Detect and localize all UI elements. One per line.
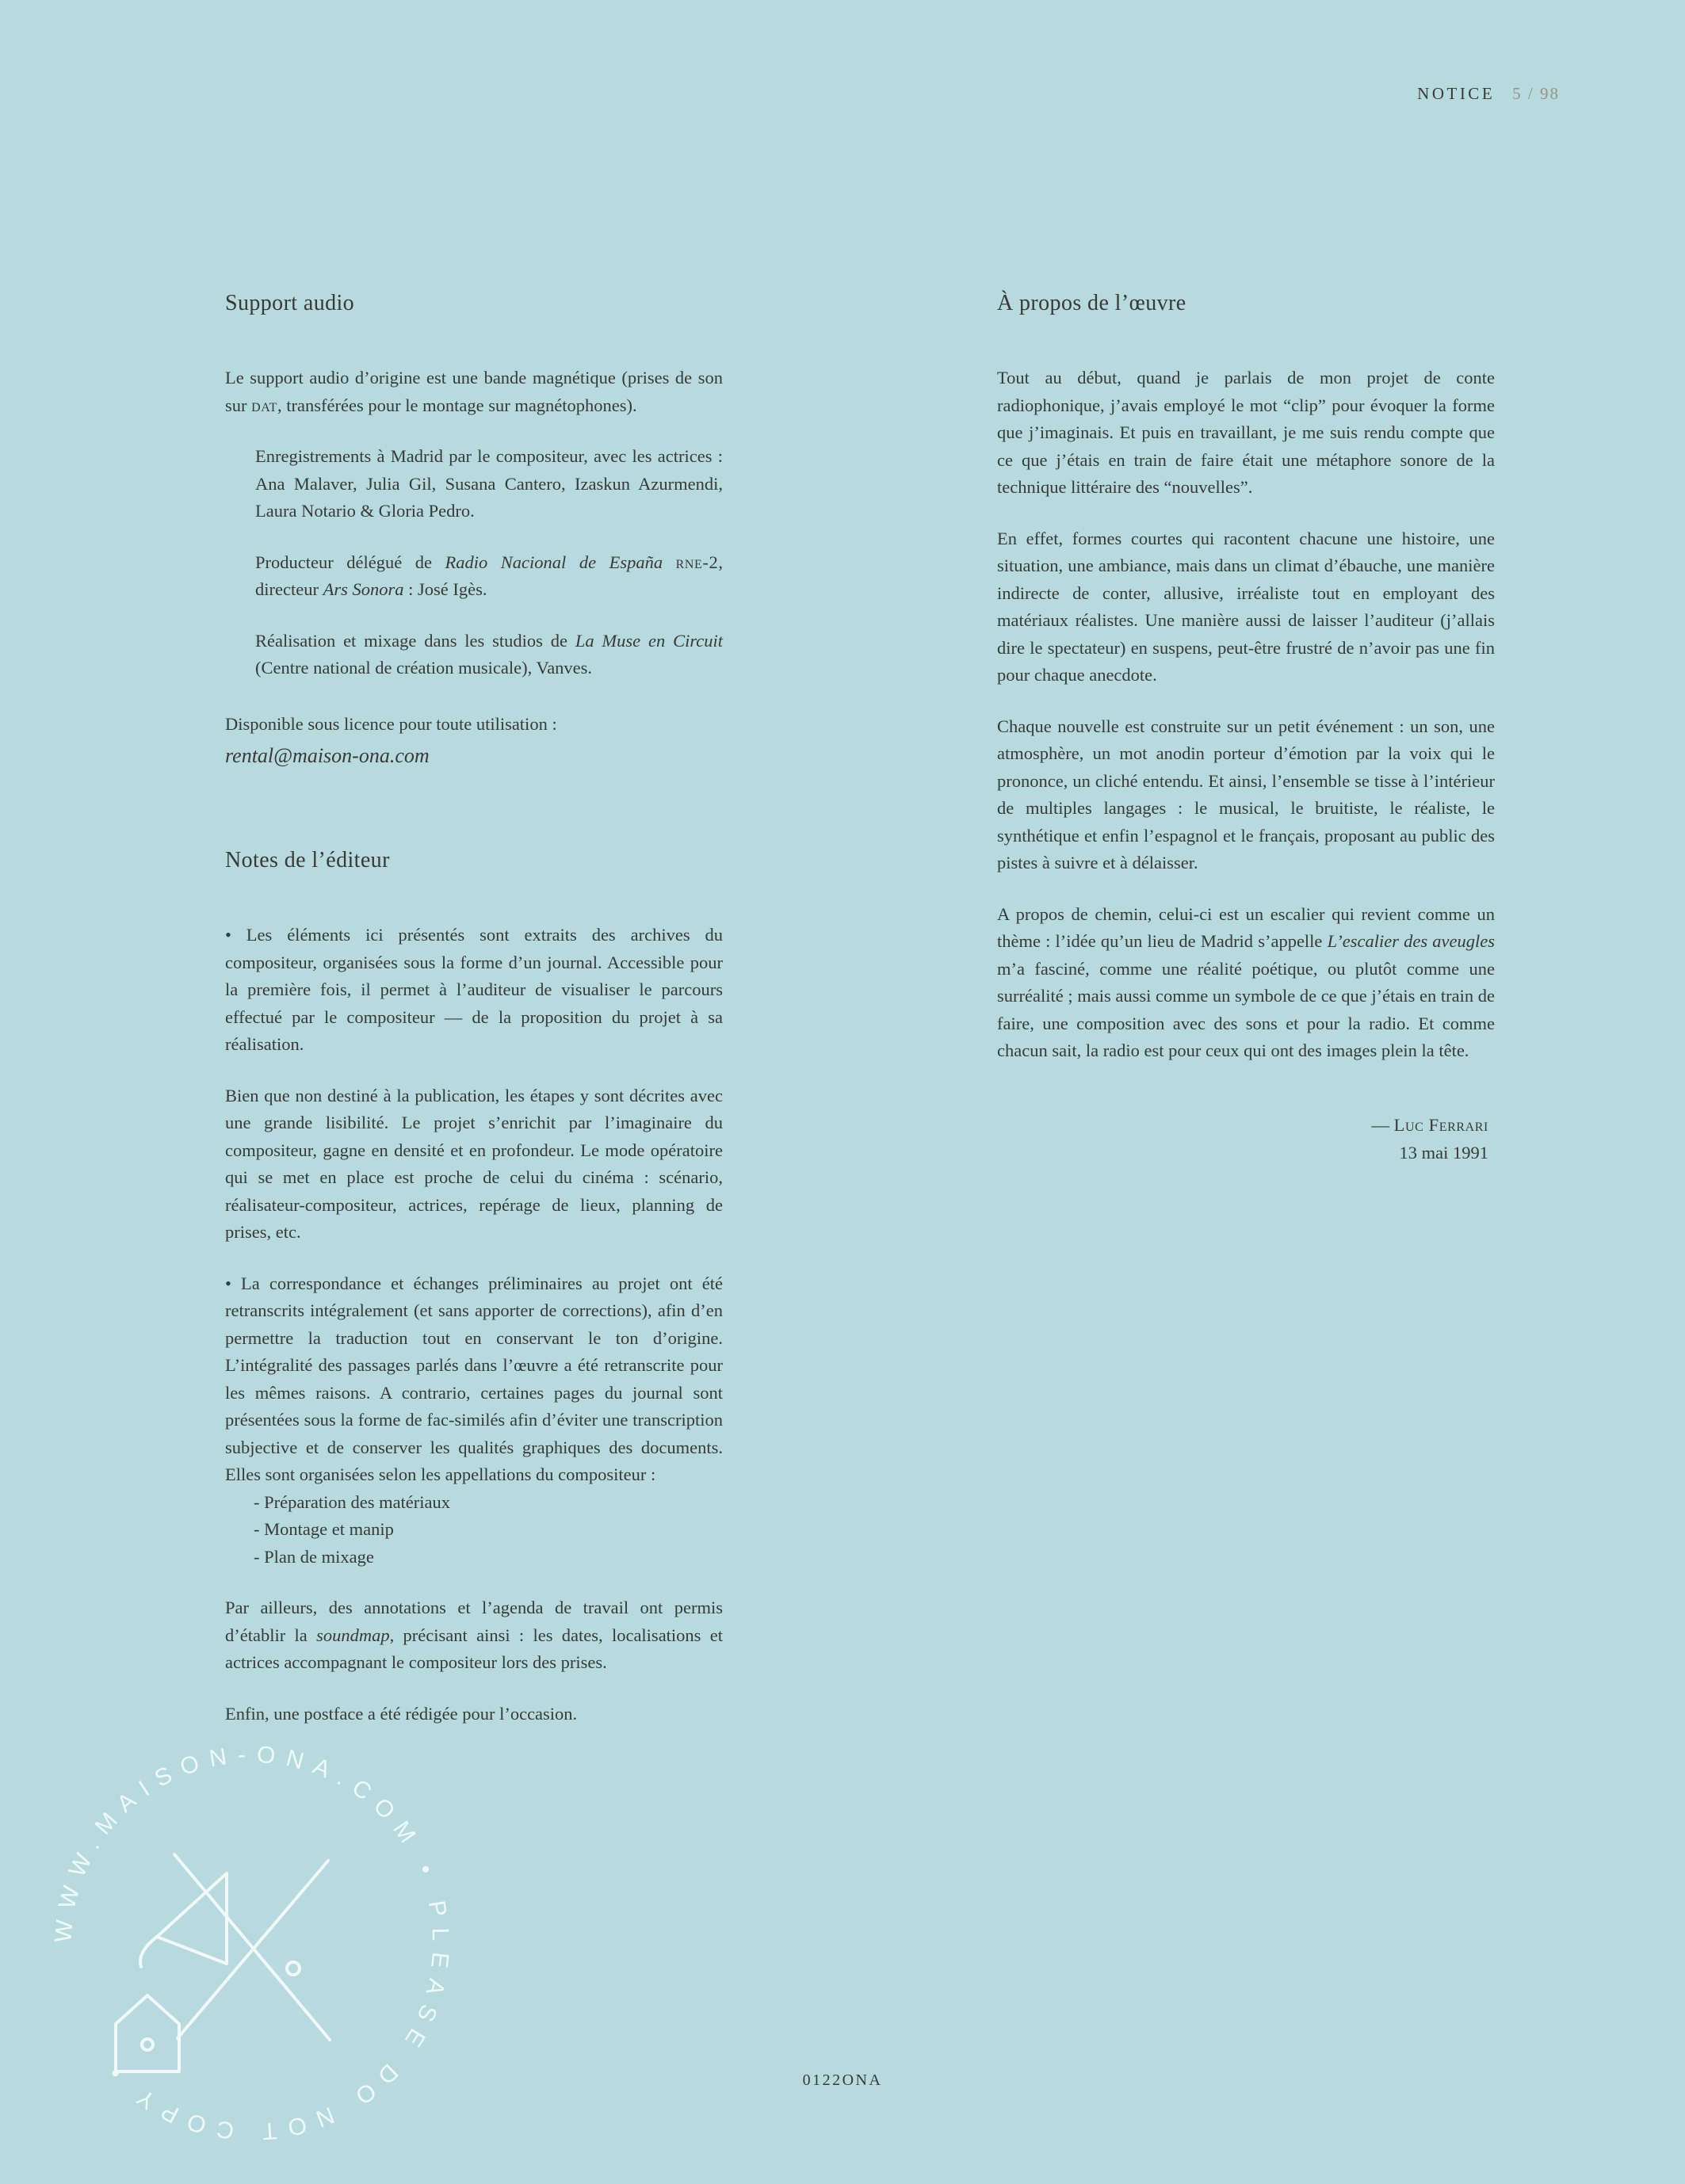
paragraph-editor-1: • Les éléments ici présentés sont extraits des archives du compositeur, organisées sous la forme d’un journal. Accessible pour la première fois, il permet à l’auditeur de visualiser le parcours effectué par le compositeur — de la proposition du projet à sa réalisation. (225, 925, 723, 1054)
list-item: - Préparation des matériaux (254, 1491, 451, 1512)
paragraph-license: Disponible sous licence pour toute utilisation : (225, 713, 557, 734)
paragraph-about-3: Chaque nouvelle est construite sur un petit événement : un son, une atmosphère, un mot anodin porteur d’émotion par la voix qui le prononce, un cliché entendu. Et ainsi, l’ensemble se tisse à l’intérieur de multiples langages : le musical, le bruitiste, le réaliste, le synthétique et enfin l’espagnol et le français, proposant au public des pistes à suivre et à délaisser. (997, 716, 1495, 872)
paragraph-about-1: Tout au début, quand je parlais de mon projet de conte radiophonique, j’avais employé le mot “clip” pour évoquer la forme que j’imaginais. Et puis en travaillant, je me suis rendu compte que ce que j’étais en train de faire était une métaphore sonore de la technique littéraire des “nouvelles”. (997, 368, 1495, 497)
header-page-number: 5 / 98 (1512, 84, 1560, 103)
paragraph-editor-2: Bien que non destiné à la publication, les étapes y sont décrites avec une grande lisibilité. Le projet s’enrichit par l’imaginaire du compositeur, gagne en densité et en profondeur. Le mode opératoire qui se met en place est proche de celui du cinéma : scénario, réalisateur-compositeur, actrices, repérage de lieux, planning de prises, etc. (225, 1085, 723, 1242)
paragraph-credits-studio: Réalisation et mixage dans les studios de La Muse en Circuit (Centre national de création musicale), Vanves. (255, 630, 724, 678)
editor-appellations-list (225, 1489, 723, 1571)
watermark-ring-text: WWW.MAISON-ONA.COM • PLEASE DO NOT COPY • (50, 1741, 454, 2145)
paragraph-editor-4: Par ailleurs, des annotations et l’agenda de travail ont permis d’établir la soundmap, précisant ainsi : les dates, localisations et actrices accompagnant le compositeur lors des prises. (225, 1598, 723, 1672)
heading-editor-notes: Notes de l’éditeur (225, 848, 390, 872)
left-column (225, 290, 723, 1751)
signature-author: — Luc Ferrari (1371, 1114, 1488, 1135)
heading-about-work: À propos de l’œuvre (997, 291, 1186, 315)
license-email-link[interactable]: rental@maison-ona.com (225, 744, 430, 767)
paragraph-editor-3: • La correspondance et échanges préliminaires au projet ont été retranscrits intégralement (et sans apporter de corrections), afin d’en permettre la traduction tout en conservant le ton d’origine. L’intégralité des passages parlés dans l’œuvre a été retranscrite pour les mêmes raisons. A contrario, certaines pages du journal sont présentées sous la forme de fac-similés afin d’éviter une transcription subjective et de conserver les qualités graphiques des documents. Elles sont organisées selon les appellations du compositeur : (225, 1273, 723, 1484)
right-column (997, 290, 1495, 1166)
signature-date: 13 mai 1991 (1399, 1142, 1488, 1163)
header-section-label: NOTICE (1417, 84, 1496, 103)
paragraph-credits-producer: Producteur délégué de Radio Nacional de España rne-2, directeur Ars Sonora : José Igès. (255, 552, 723, 599)
paragraph-about-4: A propos de chemin, celui-ci est un escalier qui revient comme un thème : l’idée qu’un lieu de Madrid s’appelle L’escalier des aveugles m’a fasciné, comme une réalité poétique, ou plutôt comme une surréalité ; mais aussi comme un symbole de ce que j’étais en train de faire, une composition avec des sons et pour la radio. Et comme chacun sait, la radio est pour ceux qui ont des images plein la tête. (997, 903, 1495, 1060)
footer-catalog-code: 0122ONA (802, 2071, 883, 2089)
heading-support-audio: Support audio (225, 291, 355, 315)
signature-block (997, 1111, 1495, 1166)
paragraph-credits-recording: Enregistrements à Madrid par le compositeur, avec les actrices : Ana Malaver, Julia Gil, Susana Cantero, Izaskun Azurmendi, Laura Notario & Gloria Pedro. (255, 446, 723, 521)
maison-ona-watermark (38, 1729, 466, 2157)
paragraph-about-2: En effet, formes courtes qui racontent chacune une histoire, une situation, une ambiance, mais dans un climat d’ébauche, une manière indirecte de conter, allusive, irréaliste tout en employant des matériaux réalistes. Une manière aussi de laisser l’auditeur (j’allais dire le spectateur) en suspens, peut-être frustré de n’avoir pas une fin pour chaque anecdote. (997, 528, 1495, 685)
page-header (1417, 84, 1560, 104)
list-item: - Plan de mixage (254, 1546, 374, 1567)
maison-ona-logo-icon (116, 1854, 330, 2071)
paragraph-support-intro: Le support audio d’origine est une bande magnétique (prises de son sur dat, transférées pour le montage sur magnétophones). (225, 368, 723, 415)
paragraph-editor-5: Enfin, une postface a été rédigée pour l’occasion. (225, 1703, 578, 1724)
list-item: - Montage et manip (254, 1519, 394, 1539)
